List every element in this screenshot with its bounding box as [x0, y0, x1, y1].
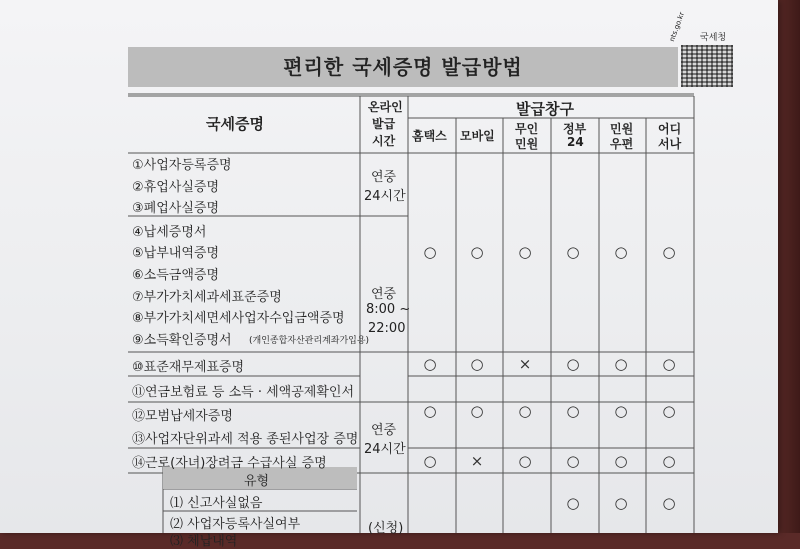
mark-r14-hometax: ○ [423, 452, 437, 470]
channel-gov24-2: 24 [567, 135, 584, 149]
mark-r10-anywhere: ○ [662, 355, 676, 373]
header-online-2: 발급 [372, 117, 396, 131]
mark-r14-mail: ○ [614, 452, 628, 470]
mark-r1-kiosk: ○ [518, 243, 532, 261]
mark-r12-gov24: ○ [566, 402, 580, 420]
header-online-1: 온라인 [368, 100, 403, 114]
time-g2-2: 8:00 ~ [366, 302, 411, 317]
time-g2-3: 22:00 [368, 321, 406, 336]
channel-mail-2: 우편 [610, 137, 634, 151]
time-g2-1: 연중 [371, 287, 397, 302]
channel-kiosk-1: 무인 [515, 122, 539, 136]
mark-r10-mobile: ○ [470, 355, 484, 373]
logo-side-text: nts.go.kr [668, 11, 687, 43]
time-g1-2: 24시간 [364, 189, 406, 204]
channel-mobile: 모바일 [460, 129, 495, 143]
mark-r10-mail: ○ [614, 355, 628, 373]
mark-r15-gov24: ○ [566, 494, 580, 512]
list-item: ③폐업사실증명 [132, 201, 220, 216]
time-g3-2: 24시간 [364, 442, 406, 457]
channel-anywhere-2: 서나 [658, 137, 682, 151]
item9-note: (개인종합자산관리계좌가입용) [249, 336, 370, 346]
channel-anywhere-1: 어디 [658, 122, 682, 136]
type-item: ⑵ 사업자등록사실여부 [170, 517, 301, 532]
list-item: ⑪연금보험료 등 소득 · 세액공제확인서 [132, 385, 355, 400]
list-item: ⑦부가가치세과세표준증명 [132, 290, 282, 305]
type-item: ⑴ 신고사실없음 [170, 496, 263, 511]
list-item: ⑨소득확인증명서 [132, 333, 232, 348]
mark-r10-gov24: ○ [566, 355, 580, 373]
channel-kiosk-2: 민원 [515, 137, 539, 151]
list-item: ⑩표준재무제표증명 [132, 360, 245, 375]
mark-r14-kiosk: ○ [518, 452, 532, 470]
mark-r1-hometax: ○ [423, 243, 437, 261]
mark-r12-hometax: ○ [423, 402, 437, 420]
time-g3-1: 연중 [371, 423, 397, 438]
logo-label: 국세청 [700, 33, 727, 43]
channel-hometax: 홈택스 [412, 129, 447, 143]
list-item: ②휴업사실증명 [132, 180, 220, 195]
list-item: ④납세증명서 [132, 225, 207, 240]
mark-r1-gov24: ○ [566, 243, 580, 261]
list-item: ⑧부가가치세면세사업자수입금액증명 [132, 311, 345, 326]
type-item: ⑶ 체납내역 [170, 534, 238, 549]
mark-r1-mobile: ○ [470, 243, 484, 261]
channel-gov24-1: 정부 [563, 122, 587, 136]
mark-r12-kiosk: ○ [518, 402, 532, 420]
header-online-3: 시간 [372, 134, 396, 148]
mark-r12-mail: ○ [614, 402, 628, 420]
mark-r15-anywhere: ○ [662, 494, 676, 512]
list-item: ⑫모범납세자증명 [132, 409, 233, 424]
mark-r15-mail: ○ [614, 494, 628, 512]
mark-r1-mail: ○ [614, 243, 628, 261]
header-certificate: 국세증명 [206, 115, 264, 133]
mark-r14-anywhere: ○ [662, 452, 676, 470]
list-item: ⑭근로(자녀)장려금 수급사실 증명 [132, 456, 327, 471]
mark-r1-anywhere: ○ [662, 243, 676, 261]
header-issuing: 발급창구 [516, 100, 574, 118]
time-g1-1: 연중 [371, 170, 397, 185]
list-item: ⑥소득금액증명 [132, 268, 220, 283]
mark-r10-kiosk: × [518, 355, 532, 373]
list-item: ⑤납부내역증명 [132, 246, 220, 261]
mark-r10-hometax: ○ [423, 355, 437, 373]
mark-r14-gov24: ○ [566, 452, 580, 470]
list-item: ⑬사업자단위과세 적용 종된사업장 증명 [132, 432, 359, 447]
document-title: 편리한 국세증명 발급방법 [283, 55, 523, 79]
channel-mail-1: 민원 [610, 122, 634, 136]
mark-r14-mobile: × [470, 452, 484, 470]
mark-r12-mobile: ○ [470, 402, 484, 420]
mark-r12-anywhere: ○ [662, 402, 676, 420]
type-header: 유형 [244, 474, 270, 489]
list-item: ①사업자등록증명 [132, 158, 232, 173]
time-g4: (신청) [368, 521, 404, 536]
